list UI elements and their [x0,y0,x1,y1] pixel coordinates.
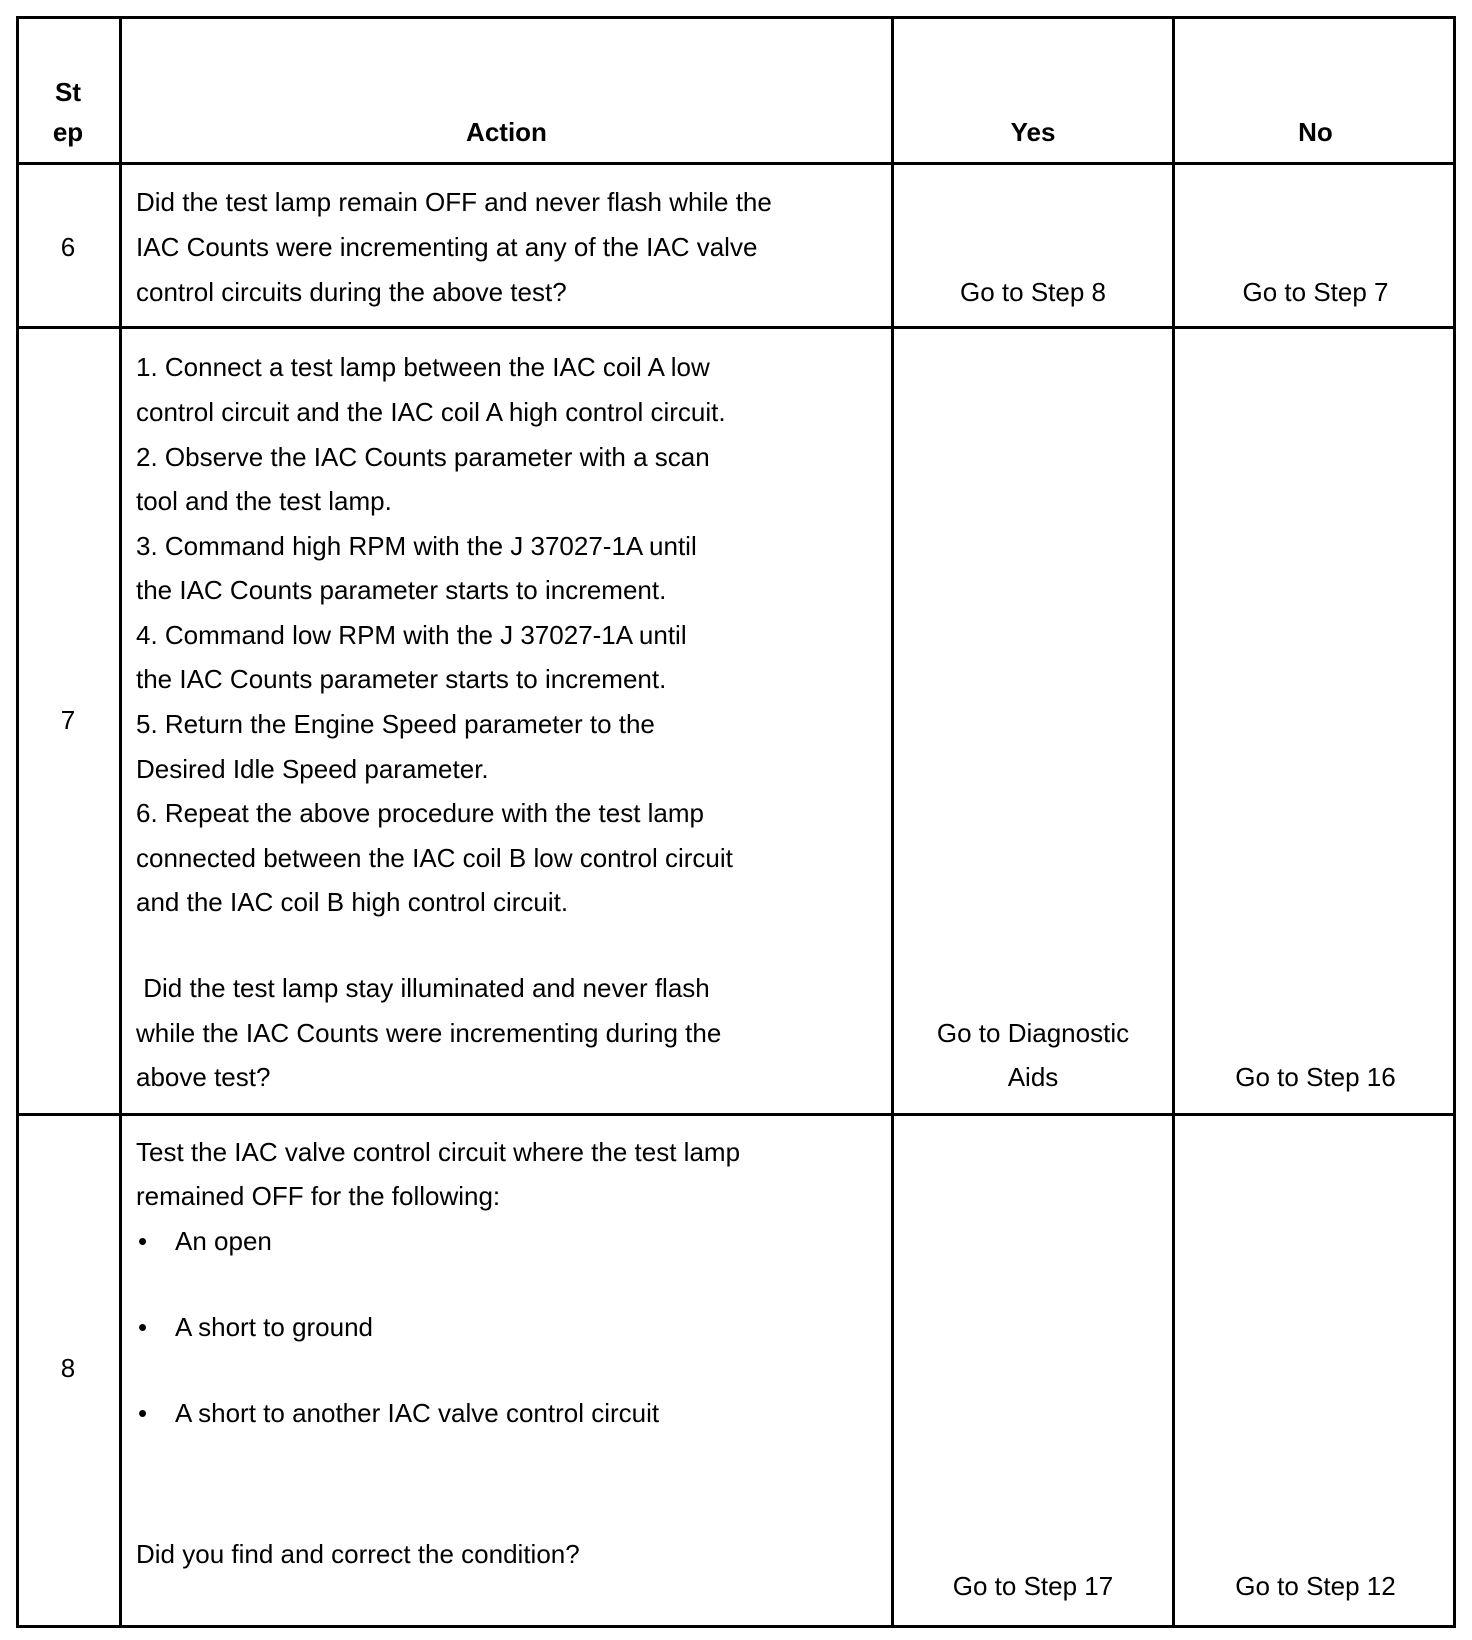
action-line: tool and the test lamp. [136,486,392,516]
table-border-bottom [16,1625,1456,1628]
action-line: 2. Observe the IAC Counts parameter with a scan [136,442,710,472]
action-line: connected between the IAC coil B low control circuit [136,843,733,873]
action-line: above test? [136,1062,271,1092]
bullet-icon: • [138,1398,148,1428]
yes-result-7-line1: Go to Diagnostic [936,1018,1130,1048]
column-divider-action [891,16,894,1628]
header-divider [16,162,1456,165]
action-line: 5. Return the Engine Speed parameter to the [136,709,655,739]
action-line: 6. Repeat the above procedure with the test lamp [136,798,705,828]
action-line: IAC Counts were incrementing at any of the IAC valve [136,232,758,262]
action-line: Did the test lamp remain OFF and never flash while the [136,187,772,217]
table-border-right [1453,16,1456,1628]
yes-result-7-line2: Aids [1007,1062,1059,1092]
action-line: control circuit and the IAC coil A high control circuit. [136,397,726,427]
action-line: Did the test lamp stay illuminated and never flash [136,973,710,1003]
header-step-line2: ep [52,117,84,147]
header-no: No [1298,117,1333,147]
step-number-8: 8 [60,1353,76,1383]
action-line: control circuits during the above test? [136,277,567,307]
row-divider-6 [16,326,1456,329]
step-number-6: 6 [60,232,76,262]
yes-result-6: Go to Step 8 [960,277,1106,307]
header-action: Action [466,117,547,147]
action-line: Desired Idle Speed parameter. [136,754,489,784]
no-result-7: Go to Step 16 [1235,1062,1396,1092]
action-line: Test the IAC valve control circuit where the test lamp [136,1137,741,1167]
step-number-7: 7 [60,705,76,735]
action-line: 4. Command low RPM with the J 37027-1A until [136,620,687,650]
action-line: remained OFF for the following: [136,1181,501,1211]
action-line: and the IAC coil B high control circuit. [136,887,569,917]
action-line: 3. Command high RPM with the J 37027-1A until [136,531,697,561]
action-line: while the IAC Counts were incrementing during the [136,1018,722,1048]
bullet-icon: • [138,1226,148,1256]
action-line: the IAC Counts parameter starts to increment. [136,575,667,605]
row-divider-7 [16,1113,1456,1116]
bullet-item: A short to another IAC valve control circuit [175,1398,660,1428]
question-text: Did you find and correct the condition? [136,1539,580,1569]
bullet-item: An open [175,1226,272,1256]
bullet-item: A short to ground [175,1312,374,1342]
header-yes: Yes [1010,117,1056,147]
table-border-top [16,16,1456,19]
header-step-line1: St [55,77,81,107]
yes-result-8: Go to Step 17 [952,1571,1114,1601]
action-line: the IAC Counts parameter starts to increment. [136,664,667,694]
bullet-icon: • [138,1312,148,1342]
column-divider-yes [1172,16,1175,1628]
no-result-8: Go to Step 12 [1235,1571,1396,1601]
action-line: 1. Connect a test lamp between the IAC coil A low [136,352,710,382]
no-result-6: Go to Step 7 [1242,277,1389,307]
